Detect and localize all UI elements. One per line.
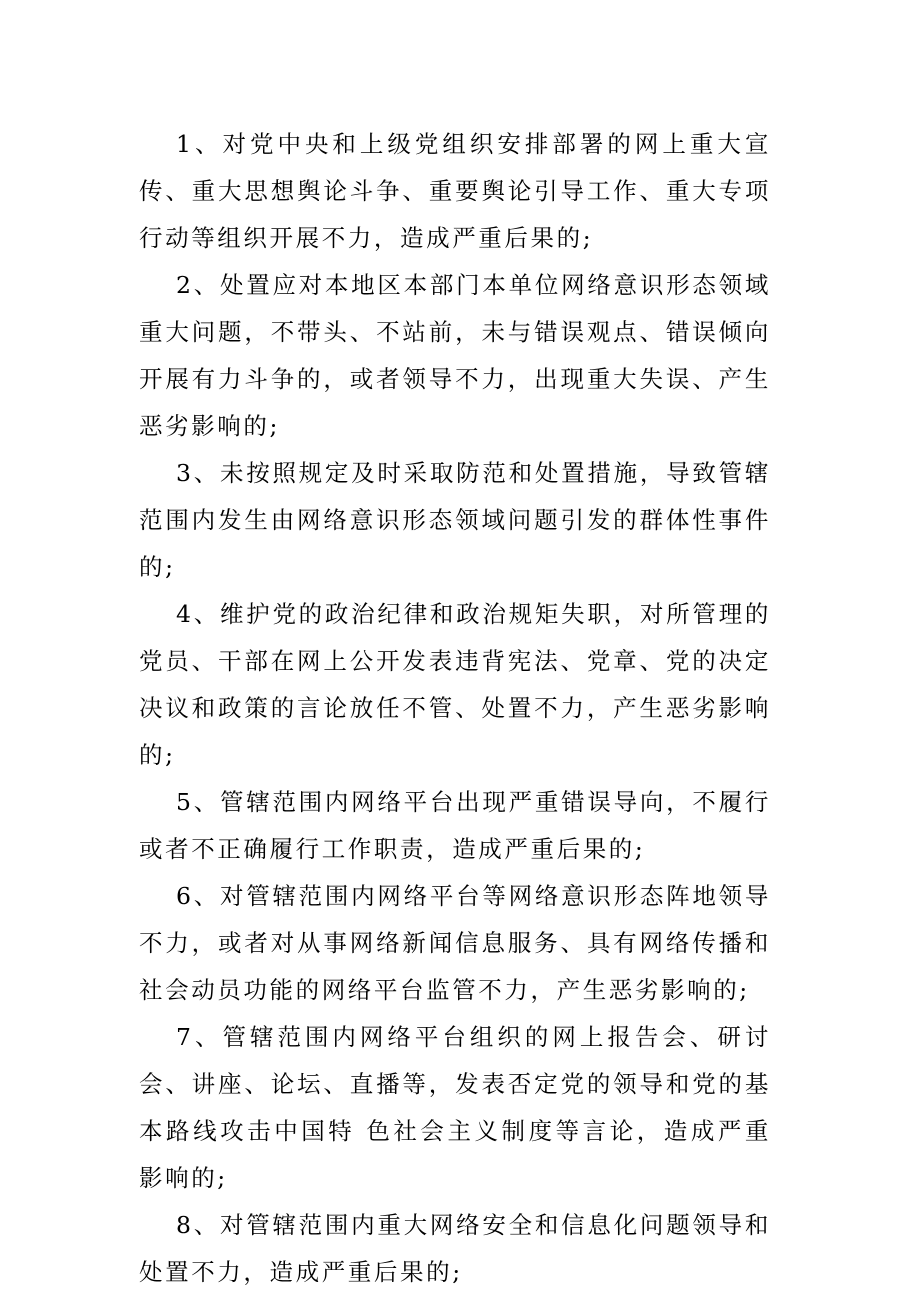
paragraph-7: 7、管辖范围内网络平台组织的网上报告会、研讨会、讲座、论坛、直播等，发表否定党的领导和党的基本路线攻击中国特 色社会主义制度等言论，造成严重影响的; <box>139 1023 771 1192</box>
paragraph-6: 6、对管辖范围内网络平台等网络意识形态阵地领导不力，或者对从事网络新闻信息服务、具有网络传播和社会动员功能的网络平台监管不力，产生恶劣影响的; <box>139 882 771 1004</box>
paragraph-5: 5、管辖范围内网络平台出现严重错误导向，不履行或者不正确履行工作职责，造成严重后果的; <box>139 788 771 863</box>
paragraph-1: 1、对党中央和上级党组织安排部署的网上重大宣传、重大思想舆论斗争、重要舆论引导工作、重大专项行动等组织开展不力，造成严重后果的; <box>139 130 771 252</box>
paragraph-8: 8、对管辖范围内重大网络安全和信息化问题领导和处置不力，造成严重后果的; <box>139 1211 771 1286</box>
paragraph-2: 2、处置应对本地区本部门本单位网络意识形态领域重大问题，不带头、不站前，未与错误观点、错误倾向开展有力斗争的，或者领导不力，出现重大失误、产生恶劣影响的; <box>139 271 771 440</box>
paragraph-4: 4、维护党的政治纪律和政治规矩失职，对所管理的党员、干部在网上公开发表违背宪法、党章、党的决定决议和政策的言论放任不管、处置不力，产生恶劣影响的; <box>139 600 771 769</box>
document-body <box>139 121 771 1296</box>
paragraph-3: 3、未按照规定及时采取防范和处置措施，导致管辖范围内发生由网络意识形态领域问题引发的群体性事件的; <box>139 459 771 581</box>
